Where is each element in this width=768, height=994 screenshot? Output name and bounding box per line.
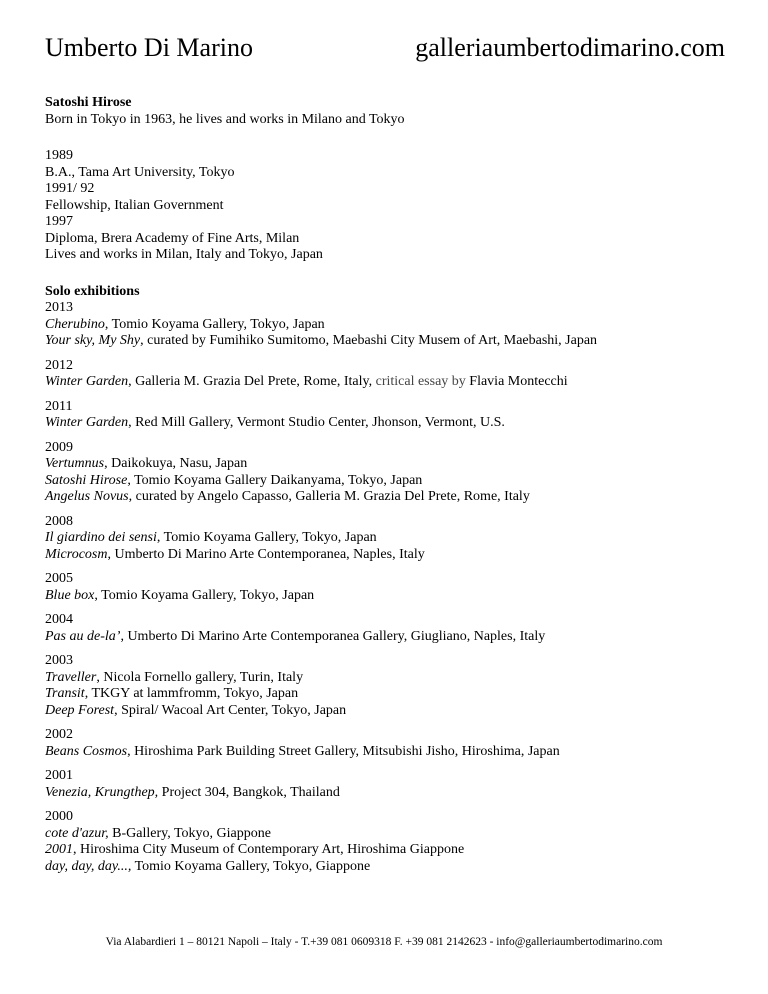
exhibition-entry: [45, 473, 735, 490]
exhibition-title: Winter Garden: [45, 415, 129, 430]
exhibition-year: 2009: [45, 439, 73, 455]
exhibition-entry: [45, 703, 735, 720]
exhibition-year: 2002: [45, 727, 73, 742]
exhibition-entry: [45, 415, 735, 432]
exhibition-title: Beans Cosmos: [45, 743, 128, 759]
exhibition-year: 2005: [45, 571, 73, 586]
spacer: [45, 350, 735, 358]
exhibition-title: Vertumnus: [45, 456, 105, 471]
exhibition-title: 2001: [45, 842, 73, 857]
exhibition-year-block: [45, 727, 735, 760]
exhibition-entry: [45, 785, 735, 802]
exhibition-details: , Nicola Fornello gallery, Turin, Italy: [96, 669, 304, 685]
exhibition-title: Your sky, My Shy: [45, 333, 141, 348]
page-header: [45, 32, 725, 68]
exhibition-title: Transit: [45, 686, 85, 701]
exhibition-year-block: [45, 358, 735, 391]
education-line: Lives and works in Milan, Italy and Tokyo, Japan: [45, 247, 323, 262]
exhibition-year-block: [45, 809, 735, 875]
exhibition-title: Traveller: [45, 669, 97, 685]
solo-exhibitions-list: [45, 300, 735, 875]
exhibition-title: Il giardino dei sensi: [45, 530, 157, 545]
exhibition-title: Pas au de-la’: [45, 628, 121, 644]
exhibition-details: , Spiral/ Wacoal Art Center, Tokyo, Japan: [114, 702, 347, 718]
exhibition-details: , Red Mill Gallery, Vermont Studio Center, Jhonson, Vermont, U.S.: [128, 415, 505, 430]
artist-bio: Born in Tokyo in 1963, he lives and works in Milano and Tokyo: [45, 111, 405, 127]
exhibition-details: , Galleria M. Grazia Del Prete, Rome, Italy,: [128, 374, 376, 389]
education-line: B.A., Tama Art University, Tokyo: [45, 164, 235, 180]
exhibition-entry: [45, 547, 735, 564]
exhibition-year: 2000: [45, 809, 73, 824]
exhibition-details: , TKGY at lammfromm, Tokyo, Japan: [84, 686, 299, 701]
exhibition-entry: [45, 333, 735, 350]
exhibition-year-block: [45, 399, 735, 432]
spacer: [45, 432, 735, 440]
exhibition-entry: [45, 744, 735, 761]
spacer: [45, 128, 735, 148]
spacer: [45, 563, 735, 571]
exhibition-year: 2013: [45, 300, 73, 315]
exhibition-entry: [45, 588, 735, 605]
spacer: [45, 604, 735, 612]
exhibition-title: Angelus Novus: [45, 489, 129, 504]
exhibition-details: , Tomio Koyama Gallery, Tokyo, Japan: [104, 316, 325, 332]
exhibition-details: B-Gallery, Tokyo, Giappone: [108, 825, 271, 841]
spacer: [45, 801, 735, 809]
exhibition-year-block: [45, 514, 735, 564]
education-line: 1989: [45, 148, 73, 163]
exhibition-details: Tomio Koyama Gallery, Tokyo, Giappone: [131, 858, 371, 874]
exhibition-details: , Hiroshima City Museum of Contemporary Art, Hiroshima Giappone: [73, 842, 465, 857]
education-line: 1997: [45, 214, 73, 229]
spacer: [45, 760, 735, 768]
exhibition-entry: [45, 842, 735, 859]
exhibition-entry: [45, 489, 735, 506]
exhibition-title: day, day, day...,: [45, 858, 132, 874]
exhibition-details: , Tomio Koyama Gallery Daikanyama, Tokyo, Japan: [127, 472, 423, 488]
spacer: [45, 264, 735, 284]
exhibition-year-block: [45, 768, 735, 801]
artist-name: Satoshi Hirose: [45, 95, 132, 110]
exhibition-title: Microcosm: [45, 546, 108, 562]
exhibition-entry: [45, 374, 735, 391]
gallery-website: galleriaumbertodimarino.com: [415, 33, 725, 62]
spacer: [45, 506, 735, 514]
exhibition-year: 2003: [45, 653, 73, 668]
exhibition-year: 2004: [45, 612, 73, 627]
exhibition-entry: [45, 456, 735, 473]
education-line: Fellowship, Italian Government: [45, 197, 224, 213]
exhibition-year-block: [45, 612, 735, 645]
exhibition-year: 2011: [45, 398, 73, 414]
education-line: 1991/ 92: [45, 181, 95, 196]
exhibition-title: Cherubino: [45, 316, 105, 332]
exhibition-title: Winter Garden: [45, 374, 129, 389]
exhibition-details: , Tomio Koyama Gallery, Tokyo, Japan: [94, 587, 315, 603]
exhibition-details: , Umberto Di Marino Arte Contemporanea Gallery, Giugliano, Naples, Italy: [120, 628, 546, 644]
exhibition-details: , Hiroshima Park Building Street Gallery, Mitsubishi Jisho, Hiroshima, Japan: [127, 743, 560, 759]
exhibition-year-block: [45, 300, 735, 350]
document-body: [45, 95, 735, 875]
exhibition-title: Deep Forest: [45, 702, 115, 718]
page-footer: Via Alabardieri 1 – 80121 Napoli – Italy - T.+39 081 0609318 F. +39 081 2142623 - info@galleriaumbertodimarino.com: [105, 936, 663, 948]
exhibition-year: 2008: [45, 513, 73, 529]
exhibition-details: , Tomio Koyama Gallery, Tokyo, Japan: [156, 530, 377, 545]
solo-exhibitions-heading: Solo exhibitions: [45, 283, 140, 299]
exhibition-year: 2012: [45, 357, 73, 373]
essay-author: Flavia Montecchi: [465, 374, 568, 389]
exhibition-details: , curated by Fumihiko Sumitomo, Maebashi City Musem of Art, Maebashi, Japan: [140, 333, 598, 348]
exhibition-title: Blue box: [45, 587, 95, 603]
exhibition-year-block: [45, 571, 735, 604]
exhibition-entry: [45, 530, 735, 547]
spacer: [45, 645, 735, 653]
exhibition-details: , curated by Angelo Capasso, Galleria M. Grazia Del Prete, Rome, Italy: [128, 489, 530, 504]
exhibition-entry: [45, 686, 735, 703]
exhibition-title: Venezia, Krungthep,: [45, 784, 159, 800]
exhibition-details: , Daikokuya, Nasu, Japan: [104, 456, 248, 471]
exhibition-entry: [45, 859, 735, 876]
critical-essay-label: critical essay by: [375, 374, 466, 389]
exhibition-title: Satoshi Hirose: [45, 472, 128, 488]
education-section: [45, 148, 735, 264]
exhibition-title: cote d'azur,: [45, 825, 109, 841]
exhibition-entry: [45, 629, 735, 646]
exhibition-year-block: [45, 653, 735, 719]
spacer: [45, 391, 735, 399]
exhibition-entry: [45, 317, 735, 334]
exhibition-details: Project 304, Bangkok, Thailand: [158, 784, 340, 800]
education-line: Diploma, Brera Academy of Fine Arts, Milan: [45, 230, 300, 246]
exhibition-details: , Umberto Di Marino Arte Contemporanea, Naples, Italy: [107, 546, 425, 562]
gallery-name: Umberto Di Marino: [45, 33, 253, 62]
exhibition-year-block: [45, 440, 735, 506]
exhibition-entry: [45, 670, 735, 687]
spacer: [45, 719, 735, 727]
exhibition-year: 2001: [45, 768, 73, 783]
exhibition-entry: [45, 826, 735, 843]
